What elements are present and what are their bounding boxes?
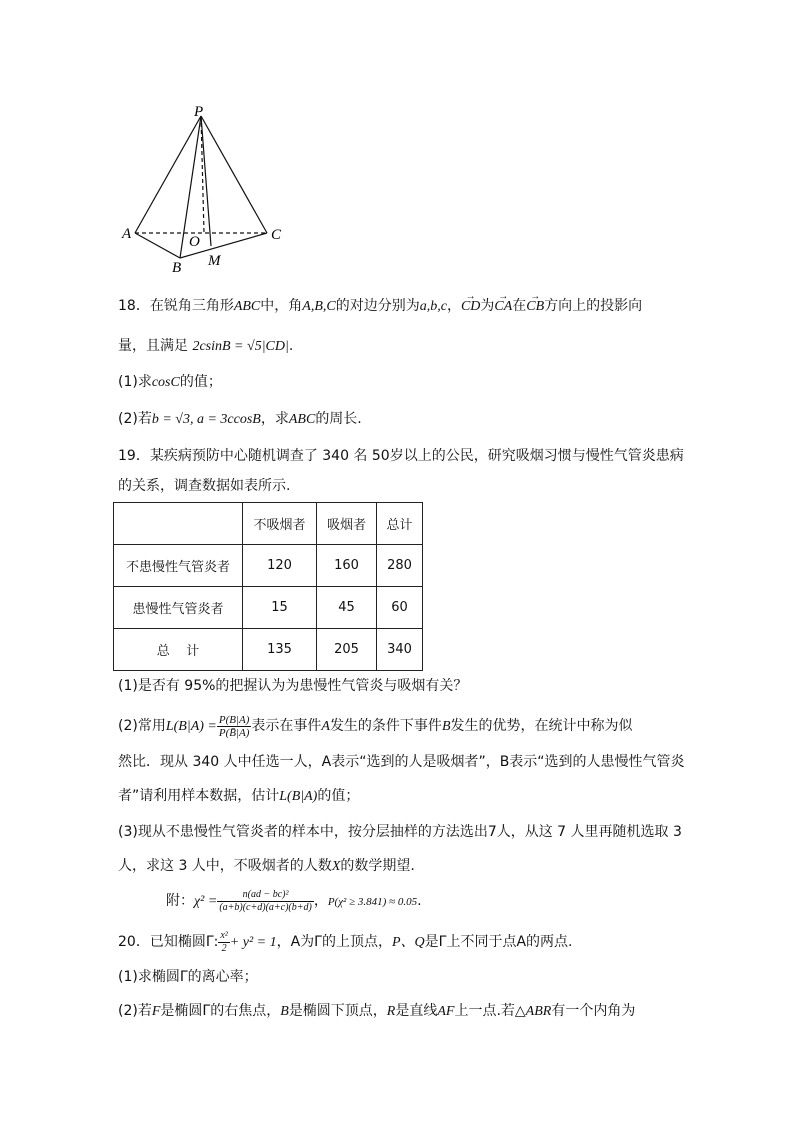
- ellipse-fraction: $\frac{\text{x²}}{2}$: [220, 929, 228, 954]
- q20-part1: (1)求椭圆Γ的离心率；: [118, 969, 258, 985]
- q19-part2-line3: 者”请利用样本数据，估计L(B|A)的值；: [118, 788, 360, 804]
- label-C: C: [271, 227, 282, 243]
- q19-part3-line1: (3)现从不患慢性气管炎者的样本中，按分层抽样的方法选出7人，从这 7 人里再随机选取 3: [118, 824, 682, 840]
- table-header-cell: 吸烟者: [317, 503, 377, 545]
- table-row: [114, 587, 423, 629]
- label-B: B: [172, 260, 182, 276]
- q19-line1: 19．某疾病预防中心随机调查了 340 名 50岁以上的公民，研究吸烟习惯与慢性气管炎患病: [118, 448, 684, 464]
- table-row: [114, 545, 423, 587]
- q19-part2-line1: (2)常用L(B|A) = $\frac{P(B|A)}{P(B̄|A)}$ 表示在事件A发生的条件下事件B发生的优势，在统计中称为似: [118, 713, 633, 739]
- q18-line2: 量，且满足 2csinB = √5|CD|.: [118, 338, 294, 354]
- label-A: A: [122, 226, 132, 242]
- chi-square-fraction: $\frac{\text{n(ad − bc)²}}{(a+b)(c+d)(a+c)(b+d)}$: [219, 888, 312, 913]
- table-cell: 15: [243, 587, 317, 629]
- table-cell: 340: [377, 629, 423, 671]
- table-cell: 不患慢性气管炎者: [114, 545, 243, 587]
- table-cell: 160: [317, 545, 377, 587]
- pyramid-figure: [110, 100, 310, 280]
- table-cell: 120: [243, 545, 317, 587]
- q19-part2-line2: 然比．现从 340 人中任选一人，A表示“选到的人是吸烟者”，B表示“选到的人患慢性气管炎: [118, 754, 685, 770]
- table-header-cell: [114, 503, 243, 545]
- label-M: M: [208, 253, 221, 269]
- q18-part1: (1)求cosC的值；: [118, 374, 222, 390]
- likelihood-fraction: $\frac{P(B|A)}{P(B̄|A)}$: [218, 713, 250, 739]
- table-cell: 60: [377, 587, 423, 629]
- q19-part3-line2: 人，求这 3 人中，不吸烟者的人数X的数学期望.: [118, 858, 415, 874]
- table-cell: 总 计: [114, 629, 243, 671]
- table-cell: 135: [243, 629, 317, 671]
- q20-line1: 20．已知椭圆Γ: $\frac{\text{x²}}{2}$ + y² = 1，A为Γ的上顶点，P、Q是Γ上不同于点A的两点.: [118, 929, 573, 954]
- table-cell: 45: [317, 587, 377, 629]
- label-P: P: [194, 104, 204, 120]
- edge-PA: [135, 116, 201, 233]
- table-header-cell: 总计: [377, 503, 423, 545]
- q18-line1: 18．在锐角三角形ABC中，角A,B,C的对边分别为a,b,c，→ CD为→ CA在→ CB方向上的投影向: [118, 296, 642, 317]
- table-cell: 205: [317, 629, 377, 671]
- table-row: [114, 629, 423, 671]
- q19-appendix: 附：χ² = $\frac{\text{n(ad − bc)²}}{(a+b)(c+d)(a+c)(b+d)}$ ，P(χ² ≥ 3.841) ≈ 0.05.: [166, 888, 422, 913]
- q20-part2: (2)若F是椭圆Γ的右焦点，B是椭圆下顶点，R是直线AF上一点.若△ABR有一个内角为: [118, 1003, 636, 1019]
- table-header-row: [114, 503, 423, 545]
- data-table: [113, 502, 423, 671]
- table-cell: 280: [377, 545, 423, 587]
- edge-PC: [201, 116, 267, 233]
- edge-AB: [135, 233, 180, 258]
- q18-part2: (2)若b = √3, a = 3ccosB，求ABC的周长.: [118, 411, 362, 427]
- table-cell: 患慢性气管炎者: [114, 587, 243, 629]
- label-O: O: [189, 234, 200, 250]
- q19-part1: (1)是否有 95%的把握认为为患慢性气管炎与吸烟有关？: [118, 678, 468, 694]
- q19-line2: 的关系，调查数据如表所示.: [118, 478, 291, 494]
- table-header-cell: 不吸烟者: [243, 503, 317, 545]
